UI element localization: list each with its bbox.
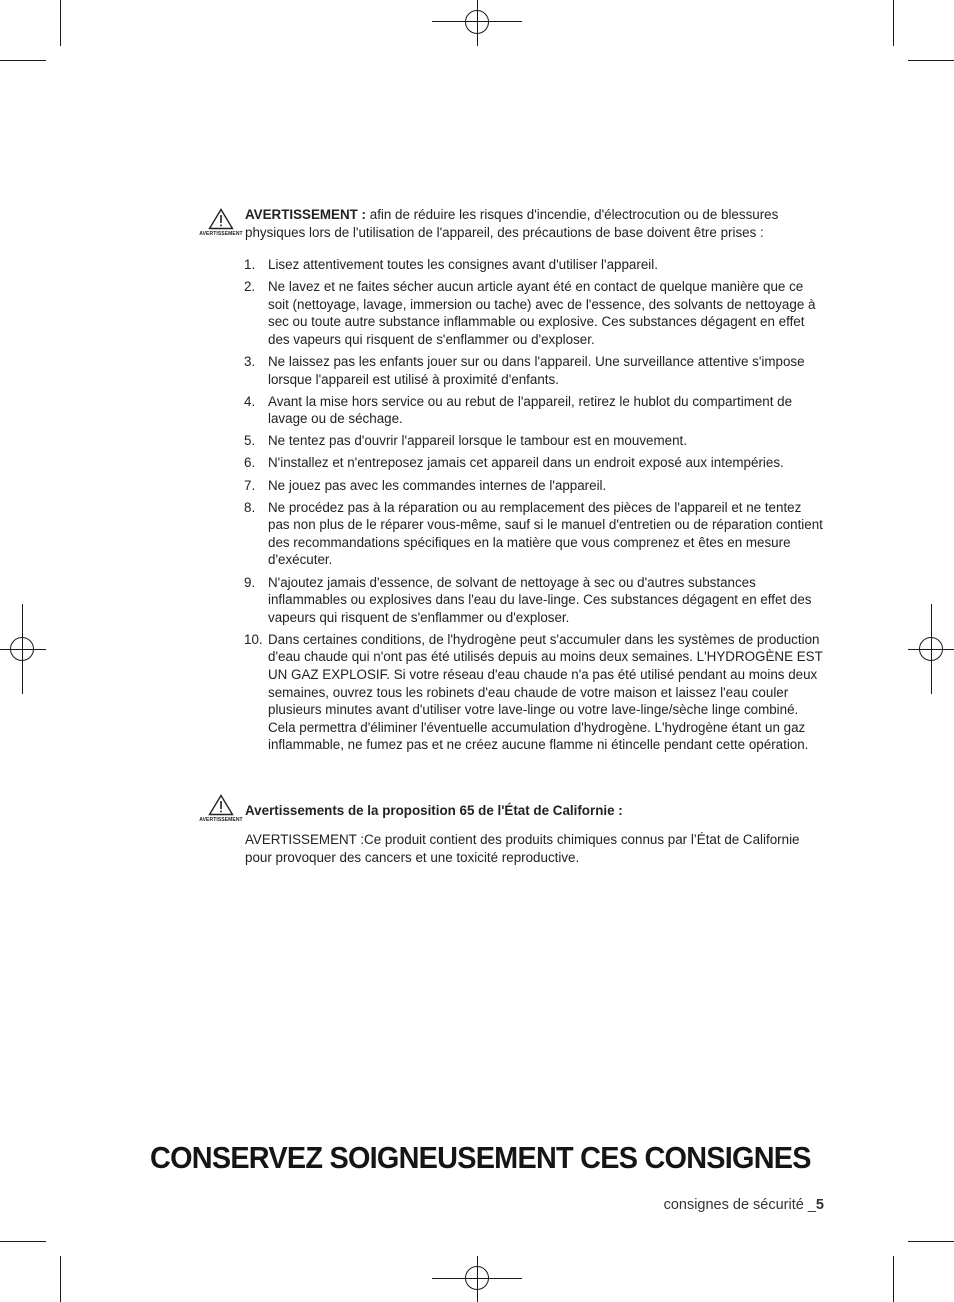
crop-mark [908, 1241, 954, 1242]
registration-circle [919, 637, 943, 661]
item-text: Dans certaines conditions, de l'hydrogène peut s'accumuler dans les systèmes de production d'eau chaude qui n'ont pas été utilisés depuis au moins deux semaines. L'HYDROGÈNE EST UN GAZ EXPLOSIF. Si votre réseau d'eau chaude n'a pas été utilisé pendant au moins deux semaines, ouvrez tous les robinets d'eau chaude de votre maison et laissez l'eau couler plusieurs minutes avant d'utiliser votre lave-linge ou votre lave-linge/sèche linge combiné. Cela permettra d'éliminer l'éventuelle accumulation d'hydrogène. L'hydrogène étant un gaz inflammable, ne fumez pas et ne créez aucune flamme ni étincelle pendant cette opération. [268, 631, 823, 753]
crop-mark [60, 0, 61, 46]
item-text: Ne lavez et ne faites sécher aucun article ayant été en contact de quelque manière que ce soit (nettoyage, lavage, immersion ou tache) avec de l'essence, des solvants de nettoyage à sec ou toute autre substance inflammable ou explosive. Ces substances dégagent en effet des vapeurs qui risquent de s'enflammer ou d'exploser. [268, 279, 816, 347]
item-text: Ne laissez pas les enfants jouer sur ou dans l'appareil. Une surveillance attentive s'impose lorsque l'appareil est utilisé à proximité d'enfants. [268, 353, 805, 387]
item-number: 2. [244, 279, 256, 295]
warning-triangle-icon [208, 794, 234, 816]
item-text: Ne jouez pas avec les commandes internes de l'appareil. [268, 477, 607, 493]
warning-icon-label: AVERTISSEMENT [199, 231, 243, 237]
item-text: Ne procédez pas à la réparation ou au remplacement des pièces de l'appareil et ne tentez pas non plus de le réparer vous-même, sauf si le manuel d'entretien ou de réparation contient des recommandations spécifiques en la matière que vous comprenez et êtes en mesure d'exécuter. [268, 499, 823, 568]
registration-circle [465, 1266, 489, 1290]
warning-text [245, 206, 825, 241]
item-number: 4. [244, 393, 256, 409]
item-number: 8. [244, 499, 256, 515]
item-text: Ne tentez pas d'ouvrir l'appareil lorsque le tambour est en mouvement. [268, 433, 687, 449]
warning-title: AVERTISSEMENT : [245, 207, 367, 222]
list-item [244, 278, 824, 348]
item-number: 1. [244, 257, 256, 272]
warning-icon [198, 208, 244, 237]
registration-circle [465, 10, 489, 34]
california-warning-body: AVERTISSEMENT :Ce produit contient des produits chimiques connus par l’État de Californie pour provoquer des cancers et une toxicité reproductive. [245, 832, 800, 865]
warning-title: Avertissements de la proposition 65 de l'État de Californie : [245, 803, 623, 818]
item-number: 6. [244, 455, 256, 471]
item-number: 7. [244, 477, 256, 493]
item-number: 9. [244, 574, 256, 590]
item-number: 3. [244, 353, 256, 369]
list-item [244, 499, 824, 569]
crop-mark [0, 1241, 46, 1242]
list-item [244, 477, 824, 495]
page-number: 5 [815, 1197, 824, 1213]
california-warning-title [245, 802, 825, 820]
page-footer [664, 1197, 824, 1213]
crop-mark [893, 0, 894, 46]
list-item [244, 353, 824, 388]
footer-label: consignes de sécurité _ [663, 1197, 816, 1213]
list-item [244, 432, 824, 450]
list-item [244, 256, 824, 274]
crop-mark [908, 60, 954, 61]
safety-instructions-list [244, 256, 824, 758]
list-item [244, 574, 824, 627]
crop-mark [0, 60, 46, 61]
crop-mark [60, 1256, 61, 1302]
warning-icon [198, 794, 244, 823]
warning-triangle-icon [208, 208, 234, 230]
item-text: N'ajoutez jamais d'essence, de solvant de nettoyage à sec ou d'autres substances inflammables ou explosives dans l'eau du lave-linge. Ces substances dégagent en effet des vapeurs qui risquent de s'enflammer ou d'exploser. [268, 574, 812, 625]
list-item [244, 631, 824, 754]
item-number: 5. [244, 433, 256, 449]
page-heading: CONSERVEZ SOIGNEUSEMENT CES CONSIGNES [150, 1140, 811, 1175]
item-text: N'installez et n'entreposez jamais cet appareil dans un endroit exposé aux intempéries. [268, 455, 784, 471]
item-text: Lisez attentivement toutes les consignes avant d'utiliser l'appareil. [268, 257, 658, 272]
item-text: Avant la mise hors service ou au rebut de l'appareil, retirez le hublot du compartiment de lavage ou de séchage. [268, 393, 793, 427]
crop-mark [893, 1256, 894, 1302]
list-item [244, 454, 824, 472]
warning-body: afin de réduire les risques d'incendie, d'électrocution ou de blessures physiques lors de l'utilisation de l'appareil, des précautions de base doivent être prises : [245, 207, 779, 240]
warning-icon-label: AVERTISSEMENT [199, 817, 243, 823]
list-item [244, 393, 824, 428]
item-number: 10. [244, 631, 263, 647]
registration-circle [10, 637, 34, 661]
